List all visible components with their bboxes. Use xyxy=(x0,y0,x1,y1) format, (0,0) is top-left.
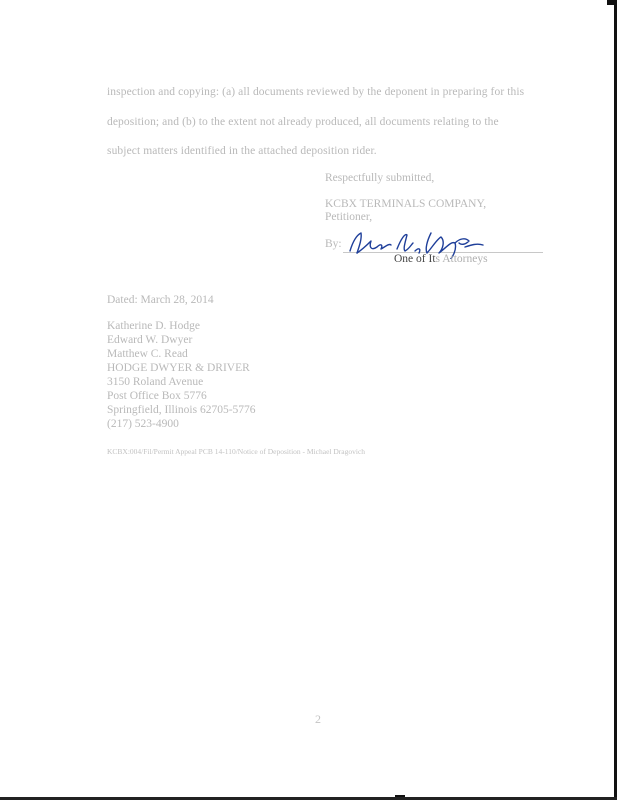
attorney-caption-suffix: s Attorneys xyxy=(435,253,488,265)
counsel-line: HODGE DWYER & DRIVER xyxy=(107,362,250,374)
counsel-line: Post Office Box 5776 xyxy=(107,390,207,402)
signature-by-line xyxy=(325,233,540,255)
scan-edge-top xyxy=(607,0,617,5)
counsel-line: 3150 Roland Avenue xyxy=(107,376,204,388)
counsel-line: Springfield, Illinois 62705-5776 xyxy=(107,404,256,416)
counsel-line: Edward W. Dwyer xyxy=(107,334,193,346)
attorney-caption xyxy=(394,253,488,265)
counsel-line: Matthew C. Read xyxy=(107,348,188,360)
scan-mark-bottom xyxy=(395,795,405,797)
attorney-caption-prefix: One of It xyxy=(394,253,436,265)
body-text-line-1: inspection and copying: (a) all documents reviewed by the deponent in preparing for this xyxy=(107,86,525,98)
page-number: 2 xyxy=(315,712,321,726)
dated-line: Dated: March 28, 2014 xyxy=(107,294,214,306)
by-label: By: xyxy=(325,238,342,250)
body-text-line-2: deposition; and (b) to the extent not already produced, all documents relating to the xyxy=(107,116,499,128)
signature-company: KCBX TERMINALS COMPANY, xyxy=(325,198,487,210)
footer-reference: KCBX:004/Fil/Permit Appeal PCB 14-110/Notice of Deposition - Michael Dragovich xyxy=(107,447,366,456)
signature-role: Petitioner, xyxy=(325,211,373,223)
signature-closing: Respectfully submitted, xyxy=(325,172,435,184)
counsel-line: (217) 523-4900 xyxy=(107,418,179,430)
counsel-line: Katherine D. Hodge xyxy=(107,320,200,332)
body-text-line-3: subject matters identified in the attached deposition rider. xyxy=(107,145,377,157)
